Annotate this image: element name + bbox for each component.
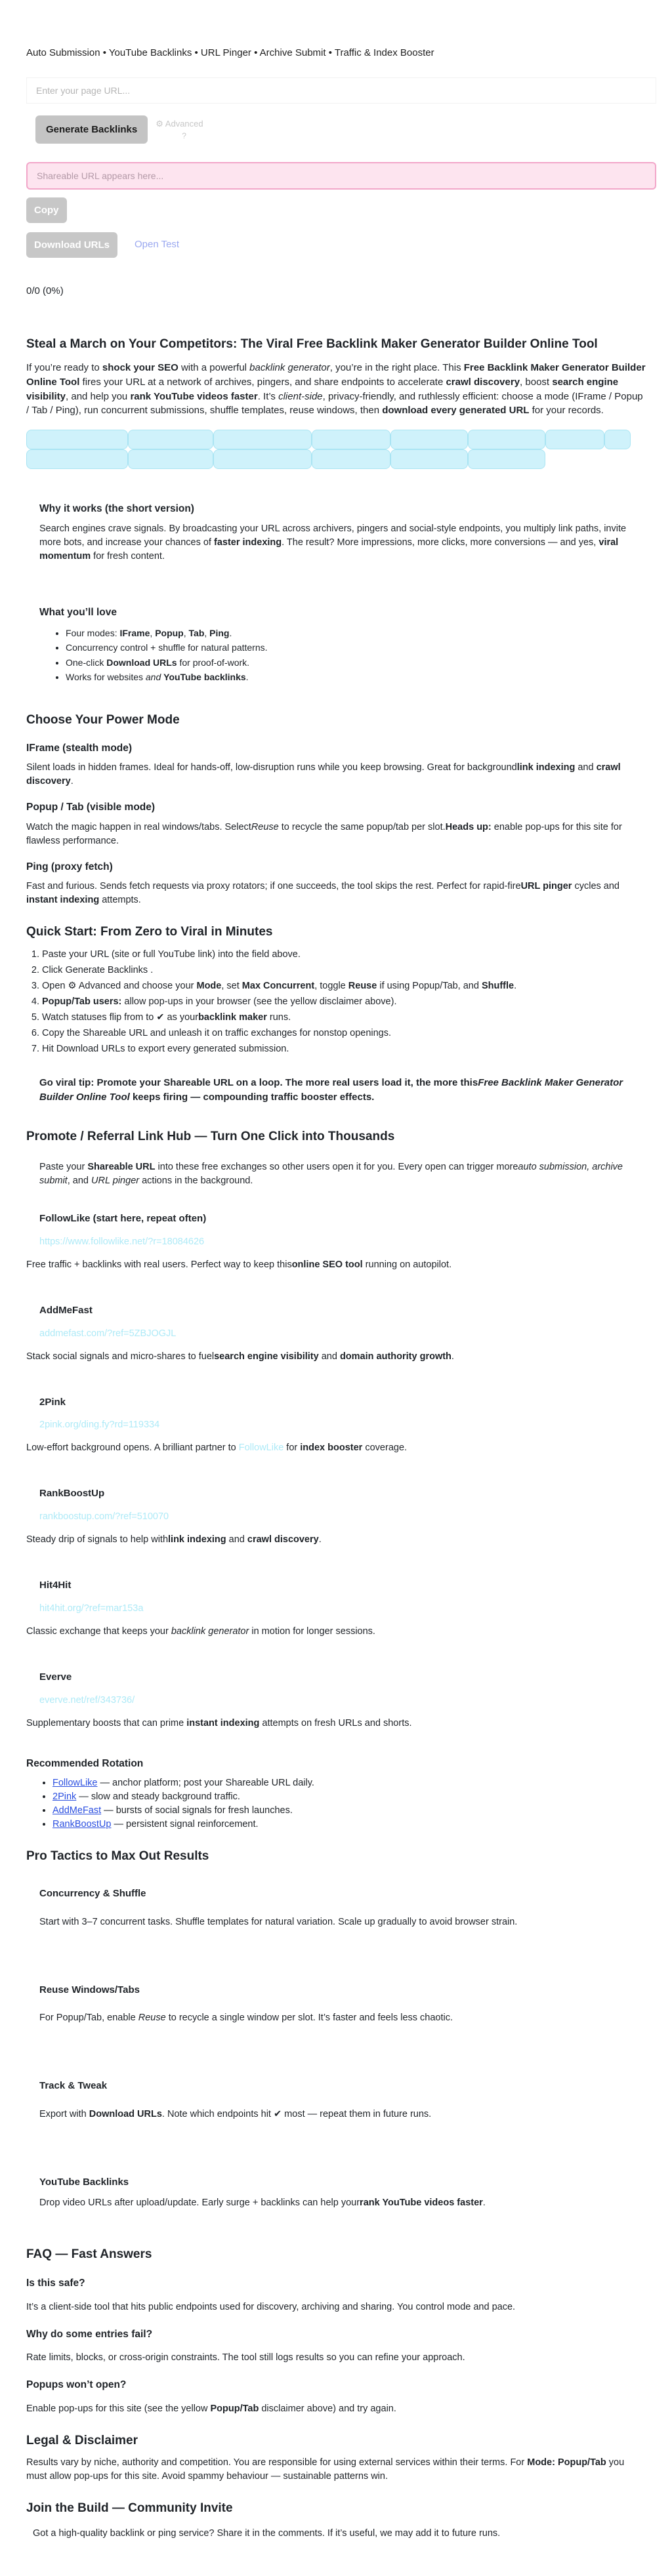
exchange-name: AddMeFast [39,1304,93,1316]
exchange-desc: Steady drip of signals to help withlink indexing and crawl discovery. [26,1534,322,1545]
list-item: 6. Copy the Shareable URL and unleash it on traffic exchanges for nonstop openings. [42,1027,646,1040]
followlike-inline-link[interactable]: FollowLike [238,1442,284,1454]
rotation-title: Recommended Rotation [26,1757,144,1769]
tactic-title: Concurrency & Shuffle [39,1887,146,1899]
rotation-link[interactable]: AddMeFast [52,1805,102,1816]
rotation-link[interactable]: RankBoostUp [52,1819,112,1830]
status-chip [312,430,390,449]
iframe-mode-text: Silent loads in hidden frames. Ideal for hands-off, low-disruption runs while you keep browsing. Great for backgroundlink indexing and crawl discovery. [26,762,621,787]
advanced-label: ⚙ Advanced [156,118,203,129]
love-title: What you’ll love [39,606,117,618]
exchange-card-addmefast [26,1290,646,1373]
list-item: • RankBoostUp — persistent signal reinforcement. [52,1818,646,1831]
download-urls-button[interactable]: Download URLs [26,232,117,258]
legal-title: Legal & Disclaimer [26,2433,138,2447]
download-row [26,232,646,258]
why-text: Search engines crave signals. By broadcasting your URL across archivers, pingers and social-style endpoints, you multiply link paths, invite more bots, and increase your chances of faster indexing. The result? More impressions, more clicks, more conversions — and yes, viral momentum for fresh content. [39,523,627,562]
list-item: 4. Popup/Tab users: allow pop-ups in your browser (see the yellow disclaimer above). [42,995,646,1009]
hero-intro: If you’re ready to shock your SEO with a powerful backlink generator, you’re in the right place. This Free Backlink Maker Generator Builder Online Tool fires your URL at a network of archives, pingers, and share endpoints to accelerate crawl discovery, boost search engine visibility, and help you rank YouTube videos faster. It’s client-side, privacy-friendly, and ruthlessly efficient: choose a mode (IFrame / Popup / Tab / Ping), run concurrent submissions, shuffle templates, reuse windows, then download every generated URL for your records. [26,362,646,417]
faq-answer: Enable pop-ups for this site (see the yellow Popup/Tab disclaimer above) and try again. [26,2403,396,2414]
why-title: Why it works (the short version) [39,503,194,515]
tactic-title: Reuse Windows/Tabs [39,1984,140,1995]
exchange-link[interactable]: everve.net/ref/343736/ [39,1694,135,1706]
exchange-link[interactable]: hit4hit.org/?ref=mar153a [39,1603,144,1614]
tagline: Auto Submission • YouTube Backlinks • URL Pinger • Archive Submit • Traffic & Index Booster [26,47,434,58]
status-chip [390,449,468,469]
rotation-list [26,1776,646,1831]
exchange-name: RankBoostUp [39,1488,105,1500]
ping-mode-title: Ping (proxy fetch) [26,861,113,872]
faq-question: Is this safe? [26,2278,85,2289]
exchange-name: Hit4Hit [39,1580,72,1591]
popup-mode-text: Watch the magic happen in real windows/tabs. SelectReuse to recycle the same popup/tab per slot.Heads up: enable pop-ups for this site for flawless performance. [26,821,622,846]
rotation-link[interactable]: FollowLike [52,1778,98,1789]
exchange-card-hit4hit [26,1565,646,1648]
status-chip [604,430,631,449]
exchange-link[interactable]: https://www.followlike.net/?r=18084626 [39,1236,205,1247]
list-item: 3. Open ⚙ Advanced and choose your Mode, set Max Concurrent, toggle Reuse if using Popup/Tab, and Shuffle. [42,979,646,993]
tactic-title: Track & Tweak [39,2080,108,2092]
exchange-card-rankboostup [26,1473,646,1556]
community-text: Got a high-quality backlink or ping service? Share it in the comments. If it’s useful, we may add it to future runs. [33,2527,501,2539]
open-test-link[interactable]: Open Test [135,239,180,251]
exchange-card-2pink [26,1382,646,1465]
tactic-card [26,2161,646,2230]
list-item: 1. Paste your URL (site or full YouTube link) into the field above. [42,948,646,962]
community-title: Join the Build — Community Invite [26,2501,233,2516]
faq-title: FAQ — Fast Answers [26,2247,152,2261]
exchange-name: FollowLike (start here, repeat often) [39,1213,207,1224]
tactics-title: Pro Tactics to Max Out Results [26,1849,209,1864]
why-card [26,493,646,577]
exchange-link[interactable]: 2pink.org/ding.fy?rd=119334 [39,1420,160,1431]
tactic-text: Drop video URLs after upload/update. Early surge + backlinks can help yourrank YouTube videos faster. [39,2197,486,2208]
exchange-desc: Stack social signals and micro-shares to fuelsearch engine visibility and domain authority growth. [26,1351,454,1362]
exchange-desc: Classic exchange that keeps your backlink generator in motion for longer sessions. [26,1625,375,1637]
exchange-link[interactable]: rankboostup.com/?ref=510070 [39,1511,169,1523]
hub-title: Promote / Referral Link Hub — Turn One Click into Thousands [26,1130,395,1144]
status-chip [128,430,213,449]
list-item: • 2Pink — slow and steady background traffic. [52,1790,646,1804]
list-item: • One-click Download URLs for proof-of-work. [66,656,633,669]
faq-answer: It’s a client-side tool that hits public endpoints used for discovery, archiving and sharing. You control mode and pace. [26,2301,516,2312]
popup-mode-title: Popup / Tab (visible mode) [26,802,156,813]
exchange-link[interactable]: addmefast.com/?ref=5ZBJOGJL [39,1328,177,1339]
status-chip [26,430,128,449]
list-item: • Four modes: IFrame, Popup, Tab, Ping. [66,626,633,640]
faq-question: Why do some entries fail? [26,2328,153,2340]
viral-tip: Go viral tip: Promote your Shareable URL on a loop. The more real users load it, the more thisFree Backlink Maker Generator Builder Online Tool keeps firing — compounding traffic booster effects. [39,1076,623,1103]
status-chip [213,430,312,449]
url-input[interactable] [26,77,656,104]
exchange-desc: Low-effort background opens. A brilliant partner to FollowLike for index booster coverage. [26,1442,408,1454]
progress-counter: 0/0 (0%) [26,285,64,296]
status-chip [468,449,545,469]
list-item: • FollowLike — anchor platform; post your Shareable URL daily. [52,1776,646,1790]
help-icon[interactable]: ? [182,131,186,140]
ping-mode-text: Fast and furious. Sends fetch requests via proxy rotators; if one succeeds, the tool skips the rest. Perfect for rapid-fireURL pinger cycles and instant indexing attempts. [26,881,620,906]
quick-start-title: Quick Start: From Zero to Viral in Minutes [26,925,273,939]
status-chip [390,430,468,449]
tactic-text: Start with 3–7 concurrent tasks. Shuffle templates for natural variation. Scale up gradually to avoid browser strain. [39,1916,518,1927]
status-chip [312,449,390,469]
exchange-card-followlike [26,1198,646,1281]
generate-backlinks-button[interactable]: Generate Backlinks [35,115,148,144]
exchange-name: Everve [39,1671,72,1683]
exchange-name: 2Pink [39,1396,66,1408]
list-item: 5. Watch statuses flip from to ✔ as yourbacklink maker runs. [42,1011,646,1025]
iframe-mode-title: IFrame (stealth mode) [26,742,133,754]
faq-answer: Rate limits, blocks, or cross-origin constraints. The tool still logs results so you can refine your approach. [26,2352,465,2363]
shareable-url-field[interactable] [26,162,656,190]
status-chip [545,430,604,449]
faq-question: Popups won’t open? [26,2379,127,2391]
status-chip-row [26,430,646,469]
tactic-text: Export with Download URLs. Note which endpoints hit ✔ most — repeat them in future runs. [39,2109,432,2120]
tactic-card [26,1969,646,2045]
exchange-card-everve [26,1657,646,1740]
status-chip [128,449,213,469]
list-item: • Concurrency control + shuffle for natural patterns. [66,641,633,654]
feature-list [39,626,633,684]
tactic-card [26,1872,646,1949]
copy-button[interactable]: Copy [26,197,67,223]
modes-title: Choose Your Power Mode [26,713,180,727]
hero-title: Steal a March on Your Competitors: The Viral Free Backlink Maker Generator Builder Online Tool [26,337,598,351]
list-item: • Works for websites and YouTube backlinks. [66,670,633,684]
status-chip [213,449,312,469]
tactic-text: For Popup/Tab, enable Reuse to recycle a single window per slot. It’s faster and feels less chaotic. [39,2013,453,2024]
status-chip [26,449,128,469]
love-card [26,596,646,692]
list-item: • AddMeFast — bursts of social signals for fresh launches. [52,1804,646,1818]
list-item: 2. Click Generate Backlinks . [42,964,646,977]
exchange-desc: Supplementary boosts that can prime instant indexing attempts on fresh URLs and shorts. [26,1717,412,1728]
advanced-toggle[interactable] [156,115,203,142]
hub-intro: Paste your Shareable URL into these free exchanges so other users open it for you. Every open can trigger moreauto submission, archive submit, and URL pinger actions in the background. [39,1161,623,1186]
quick-start-steps [26,948,646,1056]
rotation-link[interactable]: 2Pink [52,1791,77,1803]
legal-text: Results vary by niche, authority and competition. You are responsible for using external services within their terms. For Mode: Popup/Tab you must allow pop-ups for this site. Avoid spammy behaviour — sustainable patterns win. [26,2457,625,2482]
tactic-title: YouTube Backlinks [39,2177,129,2188]
exchange-desc: Free traffic + backlinks with real users. Perfect way to keep thisonline SEO tool running on autopilot. [26,1259,452,1270]
tactic-card [26,2064,646,2141]
generate-row [26,115,646,144]
status-chip [468,430,545,449]
list-item: 7. Hit Download URLs to export every generated submission. [42,1042,646,1056]
